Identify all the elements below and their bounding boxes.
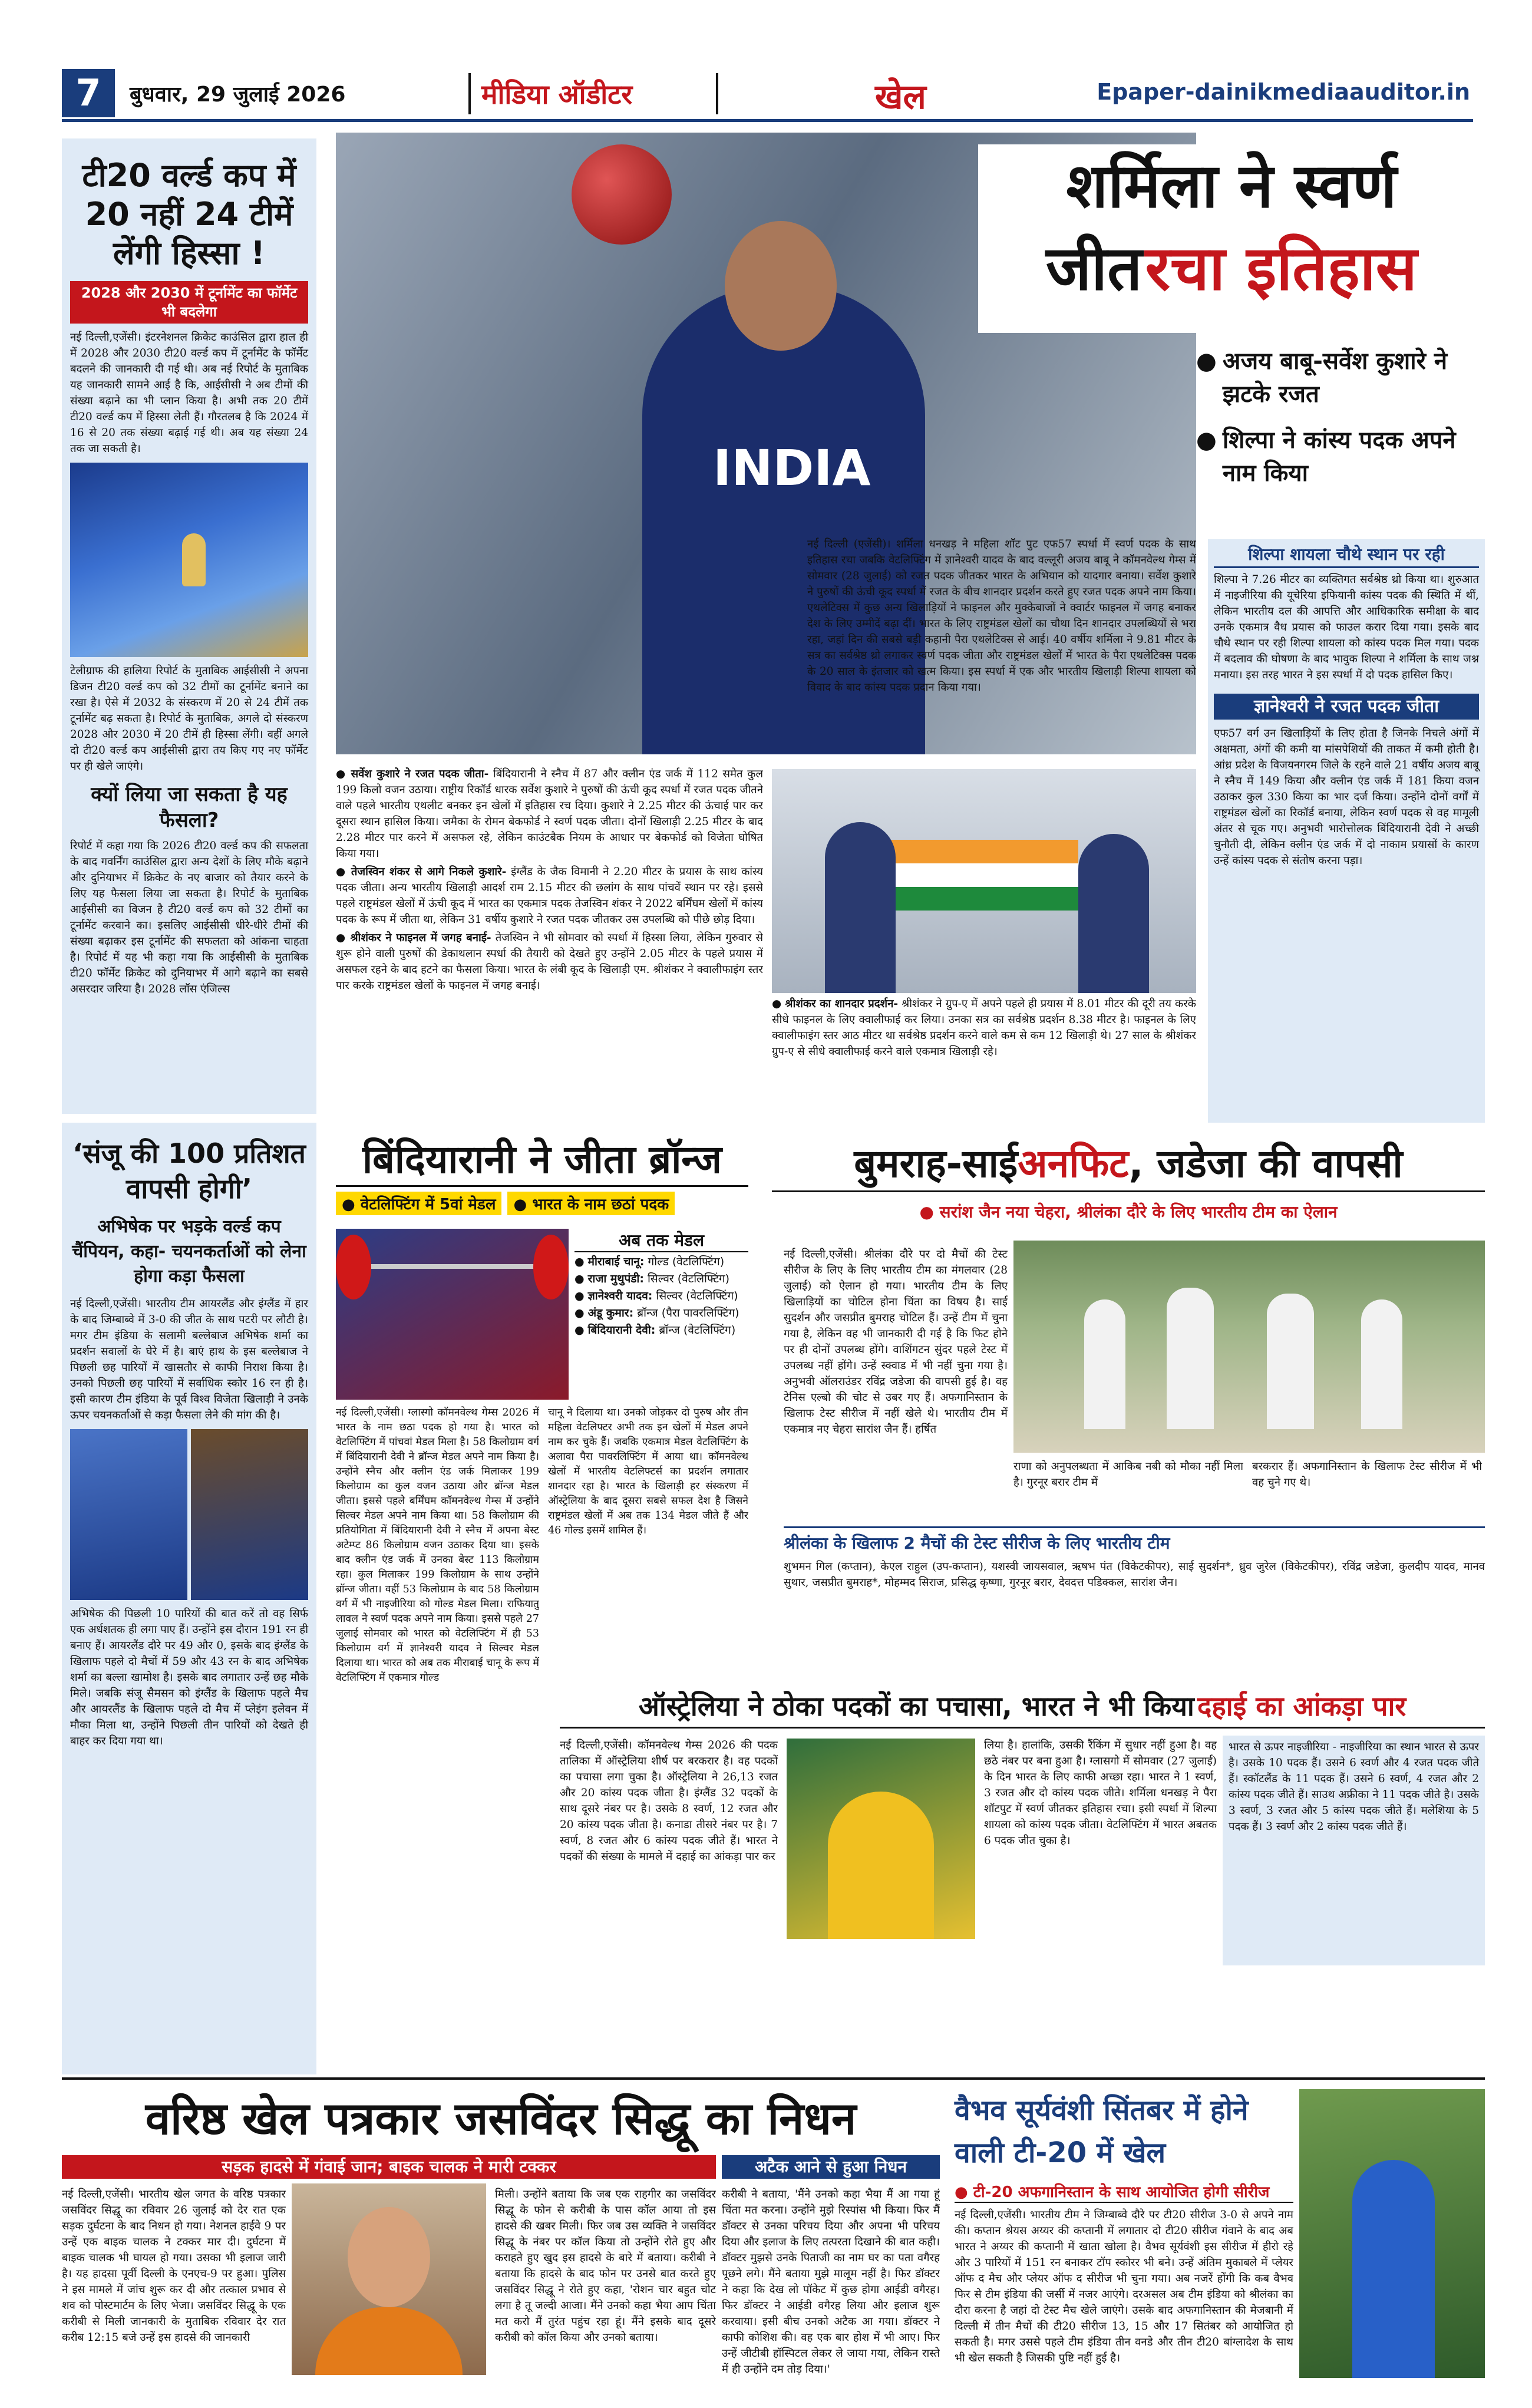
squad-title-text: श्रीलंका के खिलाफ 2 मैचों की टेस्ट सीरीज के लिए भारतीय टीम	[784, 1533, 1170, 1553]
sanju-body-2: अभिषेक की पिछली 10 पारियों की बात करें तो वह सिर्फ एक अर्धशतक ही लगा पाए हैं। उन्होंने इस दौरान 191 रन ही बनाए हैं। आयरलैंड दौरे पर 49 और 0, इसके बाद इंग्लैंड के खिलाफ पहले दो मैचों में 59 और 43 रन के बाद अभिषेक शर्मा का बल्ला खामोश है। इसके बाद लगातार उन्हें छह मौके मिले। जबकि संजू सैमसन को इंग्लैंड के खिलाफ पहले मैच और आयरलैंड के खिलाफ पहले दो मैच में प्लेइंग इलेवन में मौका मिला था, उन्होंने पिछली तीन पारियों को देखते ही बाहर कर दिया गया था।	[70, 1608, 308, 1747]
para-label: सर्वेश कुशारे ने रजत पदक जीता-	[351, 768, 489, 780]
sharmila-body: नई दिल्ली (एजेंसी)। शर्मिला धनखड़ ने महिला शॉट पुट एफ57 स्पर्धा में स्वर्ण पदक के साथ इतिहास रचा जबकि वेटलिफ्टिंग में ज्ञानेश्वरी यादव के बाद वल्लूरी अजय बाबू ने कॉमनवेल्थ गेम्स में सोमवार (28 जुलाई) को रजत पदक जीतकर भारत के अभियान को यादगार बनाया। सर्वेश कुशारे ने पुरुषों की ऊंची कूद स्पर्धा में रजत के बीच शानदार प्रदर्शन करते हुए रजत पदक अपने नाम किया। एथलेटिक्स में कुछ अन्य खिलाड़ियों ने फाइनल और मुक्केबाजों ने क्वार्टर फाइनल में जगह बनाकर देश के लिए उम्मीदें बढ़ा दीं। भारत के लिए राष्ट्रमंडल खेलों का चौथा दिन शानदार उपलब्धियों से भरा रहा, जहां दिन की सबसे बड़ी कहानी पैरा एथलेटिक्स से आई। 40 वर्षीय शर्मिला ने 9.81 मीटर के सत्र का सर्वश्रेष्ठ थ्रो लगाकर स्वर्ण पदक जीता और राष्ट्रमंडल खेलों में भारत के पैरा एथलेटिक्स पदक के 20 साल के इंतजार को खत्म किया। इस स्पर्धा में एक और भारतीय खिलाड़ी शिल्पा शायला को विवाद के बाद कांस्य पदक प्रदान किया गया।	[807, 538, 1196, 694]
t20-subhead: 2028 और 2030 में टूर्नामेंट का फॉर्मेट भी बदलेगा	[70, 281, 308, 324]
para-text: इंग्लैंड के जैक विमानी ने 2.20 मीटर के प्रयास के साथ कांस्य पदक जीता। अन्य भारतीय खिलाड़ी आदर्श राम 2.15 मीटर की छलांग के साथ पांचवें स्थान पर रहे। इससे पहले राष्ट्रमंडल खेलों में ऊंची कूद में भारत का एकमात्र पदक तेजस्विन शंकर ने 2022 बर्मिंघम खेलों में कांस्य पदक के रूप में जीता था, लेकिन 31 वर्षीय कुशारे ने रजत पदक जीतकर उस उपलब्धि को पीछे छोड़ दिया।	[336, 866, 763, 926]
player-figure	[1267, 1294, 1314, 1429]
headline-part: ऑस्ट्रेलिया ने ठोका पदकों का पचासा, भारत ने भी किया	[638, 1690, 1194, 1722]
bindiya-tags	[336, 1192, 748, 1215]
sanju-headline: ‘संजू की 100 प्रतिशत वापसी होगी’	[72, 1137, 306, 1205]
t20-story	[62, 138, 316, 1114]
plate-left	[336, 1235, 371, 1299]
t20-body-3: रिपोर्ट में कहा गया कि 2026 टी20 वर्ल्ड कप की सफलता के बाद गवर्निंग काउंसिल द्वारा अन्य देशों के लिए मौके बढ़ाने और दुनियाभर में क्रिकेट के नए बाजार को तैयार करने के लिए यह फैसला लिया जा सकता है। रिपोर्ट के मुताबिक आईसीसी का विजन है टी20 वर्ल्ड कप को 32 टीमों का टूर्नामेंट करवाने का। इसलिए आईसीसी धीरे-धीरे टीमों की संख्या बढ़ाकर इस टूर्नामेंट की सफलता को आंकना चाहता है। रिपोर्ट में यह भी कहा गया कि आईसीसी के मुताबिक टी20 फॉर्मेट क्रिकेट को दुनियाभर में आगे बढ़ाने का सबसे असरदार जरिया है। 2028 लॉस एंजिल्स	[70, 840, 308, 995]
page-number: 7	[62, 69, 115, 117]
flag-white	[890, 863, 1078, 887]
player-photo	[191, 1429, 308, 1600]
headline-part: , जडेजा की वापसी	[1128, 1141, 1403, 1186]
subhead-bullet: ●	[955, 2183, 973, 2201]
player-figure	[1084, 1299, 1125, 1429]
flag-saffron	[890, 840, 1078, 863]
celebration-photo	[772, 769, 1196, 993]
para-bullet: ●	[336, 768, 351, 780]
squad-list: शुभमन गिल (कप्तान), केएल राहुल (उप-कप्तान), यशस्वी जायसवाल, ऋषभ पंत (विकेटकीपर), साई सुदर्शन*, ध्रुव जुरेल (विकेटकीपर), रविंद्र जडेजा, कुलदीप यादव, मानव सुथार, जसप्रीत बुमराह*, मोहम्मद सिराज, प्रसिद्ध कृष्णा, गुरनूर बरार, देवदत्त पडिक्कल, सारांश जैन।	[784, 1561, 1485, 1589]
sanju-abhishek-photo	[70, 1429, 308, 1600]
athletics-para	[336, 930, 763, 994]
sidhu-portrait	[292, 2183, 486, 2375]
tag-text: वेटलिफ्टिंग में 5वां मेडल	[360, 1196, 496, 1213]
australia-col-1: नई दिल्ली,एजेंसी। कॉमनवेल्थ गेम्स 2026 की पदक तालिका में ऑस्ट्रेलिया शीर्ष पर बरकरार है। वह पदकों का पचासा लगा चुका है। ऑस्ट्रेलिया ने 26,13 रजत और 20 कांस्य पदक जीता है। इंग्लैंड 32 पदकों के साथ दूसरे नंबर पर है। उसके 8 स्वर्ण, 12 रजत और 20 कांस्य पदक जीता है। कनाडा तीसरे नंबर पर है। 7 स्वर्ण, 8 रजत और 6 कांस्य पदक जीते हैं। भारत ने पदकों की संख्या के मामले में दहाई का आंकड़ा पार कर	[560, 1739, 778, 1863]
sharmila-headline-line1: शर्मिला ने स्वर्ण	[1066, 150, 1397, 222]
bumrah-subhead	[772, 1200, 1485, 1223]
vaibhav-headline: वैभव सूर्यवंशी सिंतबर में होने वाली टी-20 में खेल	[955, 2094, 1249, 2169]
athletics-body	[336, 766, 763, 1126]
player-figure	[1361, 1299, 1402, 1429]
tag-bullet: ●	[342, 1196, 361, 1213]
athlete-head	[725, 221, 837, 351]
headline-highlight: दहाई का आंकड़ा पार	[1197, 1690, 1406, 1722]
weightlifter-photo	[336, 1229, 569, 1400]
sanju-subhead: अभिषेक पर भड़के वर्ल्ड कप चैंपियन, कहा- चयनकर्ताओं को लेना होगा कड़ा फैसला	[72, 1216, 306, 1287]
bullet-text: शिल्पा ने कांस्य पदक अपने नाम किया	[1222, 427, 1456, 487]
shilpa-sidebar	[1208, 539, 1485, 1123]
subhead-text: सरांश जैन नया चेहरा, श्रीलंका दौरे के लिए भारतीय टीम का ऐलान	[939, 1202, 1338, 1222]
medal-row: ● अंडू कुमार: ब्रॉन्ज (पैरा पावरलिफ्टिंग)	[574, 1307, 739, 1320]
masthead	[62, 66, 1473, 122]
sidhu-subhead: सड़क हादसे में गंवाई जान; बाइक चालक ने मारी टक्कर	[62, 2155, 716, 2179]
australia-story	[560, 1685, 1485, 1980]
headline-word: जीत	[1046, 232, 1143, 304]
player-photo	[70, 1429, 187, 1600]
sidhu-col-3: करीबी ने बताया, 'मैंने उनको कहा भैया मैं आ गया हूं चिंता मत करना। उन्होंने मुझे रिस्पांस भी किया। फिर मैं डॉक्टर से उनका परिचय दिया और अपना भी परिचय दिया और इलाज के लिए तत्परता दिखाने की बात कही। डॉक्टर मुझसे उनके पिताजी का नाम घर का पता वगैरह पूछने लगे। मैंने बताया मुझे मालूम नहीं है। फिर डॉक्टर ने कहा कि देख लो पॉकेट में कुछ होगा आईडी वगैरह। फिर डॉक्टर ने आईडी वगैरह लिया और इलाज शुरू करवाया। इसी बीच उनको अटैक आ गया। डॉक्टर ने काफी कोशिश की। वह एक बार होश में भी आए। फिर उन्हें जीटीबी हॉस्पिटल लेकर ले जाया गया, लेकिन रास्ते में ही उन्होंने दम तोड़ दिया।'	[722, 2188, 940, 2375]
tag-item	[336, 1192, 501, 1215]
medal-detail: गोल्ड (वेटलिफ्टिंग)	[648, 1255, 725, 1268]
date: बुधवार, 29 जुलाई 2026	[130, 83, 346, 107]
athlete-figure	[825, 822, 896, 993]
caption-bullet: ●	[772, 998, 785, 1010]
medal-detail: ब्रॉन्ज (वेटलिफ्टिंग)	[659, 1324, 736, 1337]
australia-col-3	[1223, 1736, 1485, 1965]
section-name: खेल	[875, 77, 926, 117]
medal-detail: ब्रॉन्ज (पैरा पावरलिफ्टिंग)	[637, 1307, 739, 1320]
medals-box	[574, 1229, 748, 1338]
sanju-body-1: नई दिल्ली,एजेंसी। भारतीय टीम आयरलैंड और इंग्लैंड में हार के बाद जिम्बाब्वे में 3-0 की जीत के साथ पटरी पर लौटी है। मगर टीम इंडिया के सलामी बल्लेबाज अभिषेक शर्मा का प्रदर्शन सवालों के घेरे में है। बाएं हाथ के इस बल्लेबाज ने पिछली छह पारियों में खासतौर से काफी निराश किया है। उनको पिछली छह पारियों में सर्वाधिक स्कोर 16 रन ही है। इसी कारण टीम इंडिया के पूर्व विश्व विजेता खिलाड़ी ने उनके ऊपर चयनकर्ताओं से कड़ा फैसला लेने की मांग की है।	[70, 1298, 308, 1421]
bumrah-body: नई दिल्ली,एजेंसी। श्रीलंका दौरे पर दो मैचों की टेस्ट सीरीज के लिए के लिए भारतीय टीम का मंगलवार (28 जुलाई) को ऐलान हो गया। भारतीय टीम के लिए खिलाड़ियों का चोटिल होना चिंता का विषय है। साई सुदर्शन और जसप्रीत बुमराह चोटिल हैं। उन्हें टीम में चुना गया है, लेकिन वह भी जानकारी दी गई है कि फिट होने पर ही दोनों उपलब्ध होंगे। वाशिंगटन सुंदर पहले टेस्ट में उपलब्ध नहीं होंगे। उन्हें स्क्वाड में भी नहीं चुना गया है। अनुभवी ऑलराउंडर रविंद्र जडेजा की वापसी हुई है। वह टेनिस एल्बो की चोट से उबर गए हैं। अफगानिस्तान के खिलाफ टेस्ट सीरीज में नहीं खेले थे। भारतीय टीम में एकमात्र नए चेहरा सारांश जैन हैं। हर्षित	[784, 1248, 1008, 1436]
caption-label: श्रीशंकर का शानदार प्रदर्शन-	[785, 998, 899, 1010]
website[interactable]: Epaper-dainikmediaauditor.in	[1097, 79, 1470, 105]
athlete-figure	[1078, 834, 1149, 993]
caption-text: श्रीशंकर ने ग्रुप-ए में अपने पहले ही प्रयास में 8.01 मीटर की दूरी तय करके सीधे फाइनल के लिए क्वालीफाई कर लिया। उनका सत्र का सर्वश्रेष्ठ प्रदर्शन 8.38 मीटर है। फाइनल के लिए क्वालीफाइंग स्तर आठ मीटर था सर्वश्रेष्ठ प्रदर्शन करने वाले कम से कम 12 खिलाड़ी थे। 27 साल के श्रीशंकर ग्रुप-ए से सीधे क्वालीफाई करने वाले एकमात्र खिलाड़ी रहे।	[772, 998, 1196, 1058]
headline-highlight: अनफिट	[1018, 1141, 1129, 1186]
sharmila-headline	[978, 144, 1485, 333]
athlete-figure	[828, 1792, 934, 1939]
bullet-item	[1196, 345, 1485, 411]
player-figure	[1167, 1288, 1214, 1429]
bullet-item	[1196, 424, 1485, 490]
para-bullet: ●	[336, 932, 351, 944]
medal-row: ● ज्ञानेश्वरी यादव: सिल्वर (वेटलिफ्टिंग)	[574, 1289, 738, 1302]
bullet-icon: ●	[1196, 427, 1217, 454]
australia-athlete-photo	[787, 1739, 975, 1939]
medal-row: ● बिंदियारानी देवी: ब्रॉन्ज (वेटलिफ्टिंग)	[574, 1324, 736, 1337]
medal-row: ● राजा मुथुपंडी: सिल्वर (वेटलिफ्टिंग)	[574, 1272, 730, 1285]
jersey-text: INDIA	[713, 439, 871, 497]
tag-text: भारत के नाम छठां पदक	[532, 1196, 669, 1213]
section-divider	[62, 2077, 1485, 2080]
team-india-photo	[1013, 1241, 1485, 1453]
header-divider	[468, 73, 471, 114]
vaibhav-subhead	[955, 2181, 1293, 2203]
medal-row: ● मीराबाई चानू: गोल्ड (वेटलिफ्टिंग)	[574, 1255, 725, 1268]
sharmila-headline-line2	[978, 227, 1485, 309]
sidhu-col-1: नई दिल्ली,एजेंसी। भारतीय खेल जगत के वरिष्ठ पत्रकार जसविंदर सिद्धू का रविवार 26 जुलाई को देर रात एक सड़क दुर्घटना के बाद निधन हो गया। नेशनल हाईवे 9 पर उन्हें एक बाइक चालक ने टक्कर मार दी। दुर्घटना में बाइक चालक भी घायल हो गया। उसका भी इलाज जारी है। यह हादसा पूर्वी दिल्ली के एनएच-9 पर हुआ। पुलिस ने इस मामले में जांच शुरू कर दी और तत्काल प्रभाव से शव को पोस्टमार्टम के लिए भेजा। जसविंदर सिद्धू के एक करीबी से मिली जानकारी के मुताबिक रविवार देर रात करीब 12:15 बजे उन्हें इस हादसे की जानकारी	[62, 2188, 286, 2344]
paper-name: मीडिया ऑडीटर	[481, 78, 633, 110]
medal-name: ज्ञानेश्वरी यादव:	[587, 1289, 653, 1302]
tag-item	[507, 1192, 675, 1215]
t20-body-1: नई दिल्ली,एजेंसी। इंटरनेशनल क्रिकेट काउंसिल द्वारा हाल ही में 2028 और 2030 टी20 वर्ल्ड कप में टूर्नामेंट के फॉर्मेट बदलने की जानकारी दी गई थी। अब नई रिपोर्ट के मुताबिक यह जानकारी सामने आई है कि, आईसीसी ने अब टीमों की संख्या बढ़ाने का भी प्लान किया है। अभी तक 20 टीमें टी20 वर्ल्ड कप में हिस्सा लेती हैं। गौरतलब है कि 2024 में 16 से 20 तक संख्या बढ़ाई गई थी। अब यह संख्या 24 तक जा सकती है।	[70, 331, 308, 455]
medal-detail: सिल्वर (वेटलिफ्टिंग)	[647, 1272, 730, 1285]
tag-bullet: ●	[513, 1196, 533, 1213]
bindiya-col-2: चानू ने दिलाया था। उनको जोड़कर दो पुरुष और तीन महिला वेटलिफ्टर अभी तक इन खेलों में मेडल अपने नाम कर चुके हैं। जबकि एकमात्र मेडल वेटलिफ्टिंग के अलावा पैरा पावरलिफ्टिंग में आया था। कॉमनवेल्थ खेलों में भारतीय वेटलिफ्टर्स का प्रदर्शन लगातार शानदार रहा है। भारत के खिलाड़ी हर संस्करण में ऑस्ट्रेलिया के बाद दूसरा सबसे सफल देश है जिसने राष्ट्रमंडल खेलों में अब तक 134 मेडल जीते हैं और 46 गोल्ड इसमें शामिल हैं।	[548, 1407, 748, 1536]
headline-highlight: रचा इतिहास	[1145, 232, 1417, 304]
shilpa-body: शिल्पा ने 7.26 मीटर का व्यक्तिगत सर्वश्रेष्ठ थ्रो किया था। शुरुआत में नाइजीरिया की यूचेरिया इफियानी कांस्य पदक की स्थिति में थीं, लेकिन भारतीय दल की आपत्ति और आधिकारिक समीक्षा के बाद उनके एकमात्र वैध प्रयास को फाउल करार दिया गया। इसके बाद चौथे स्थान पर रही शिल्पा शायला को कांस्य पदक मिल गया। पदक में बदलाव की घोषणा के बाद भावुक शिल्पा ने शर्मिला के साथ जश्न मनाया। इस तरह भारत ने इस स्पर्धा में दो पदक हासिल किए।	[1214, 573, 1479, 681]
squad-title	[784, 1526, 1485, 1554]
bumrah-story	[772, 1137, 1485, 1668]
cricket-team-photo	[70, 463, 308, 657]
medal-name: अंडू कुमार:	[587, 1307, 634, 1320]
shilpa-headline: शिल्पा शायला चौथे स्थान पर रही	[1214, 543, 1479, 568]
t20-headline: टी20 वर्ल्ड कप में 20 नहीं 24 टीमें लेंगी हिस्सा !	[82, 157, 296, 272]
subhead-text: टी-20 अफगानिस्तान के साथ आयोजित होगी सीरीज	[973, 2183, 1270, 2201]
header-divider	[716, 73, 718, 114]
t20-question: क्यों लिया जा सकता है यह फैसला?	[91, 783, 288, 832]
bumrah-col-b: राणा को अनुपलब्धता में आकिब नबी को मौका नहीं मिला है। गुरनूर बरार टीम में	[1013, 1460, 1243, 1489]
medal-detail: सिल्वर (वेटलिफ्टिंग)	[656, 1289, 738, 1302]
vaibhav-body: नई दिल्ली,एजेंसी। भारतीय टीम ने जिम्बाब्वे दौरे पर टी20 सीरीज 3-0 से अपने नाम की। कप्तान श्रेयस अय्यर की कप्तानी में लगातार दो टी20 सीरीज गंवाने के बाद अब भारत ने अय्यर की कप्तानी में खाता खोला है। वैभव सूर्यवंशी इस सीरीज में हीरो रहे और 3 पारियों में 151 रन बनाकर टॉप स्कोरर भी बने। उन्हें अंतिम मुकाबले में प्लेयर ऑफ द मैच और प्लेयर ऑफ द सीरीज भी चुना गया। अब नजरें होंगी कि कब वैभव फिर से टीम इंडिया की जर्सी में नजर आएंगे। दरअसल अब टीम इंडिया को श्रीलंका का दौरा करना है जहां दो टेस्ट मैच खेले जाएंगे। उसके बाद अफगानिस्तान की मेजबानी में दिल्ली में तीन मैचों की टी20 सीरीज 13, 15 और 17 सितंबर को आयोजित हो सकती है। मगर उससे पहले टीम इंडिया तीन वनडे और तीन टी20 बांग्लादेश के साथ भी खेल सकती है जिसकी पुष्टि नहीं हुई है।	[955, 2209, 1293, 2364]
medal-name: मीराबाई चानू:	[587, 1255, 645, 1268]
bindiya-col-1: नई दिल्ली,एजेंसी। ग्लास्गो कॉमनवेल्थ गेम्स 2026 में भारत के नाम छठा पदक हो गया है। भारत को वेटलिफ्टिंग में पांचवां मेडल मिला है। 58 किलोग्राम वर्ग में बिंदियारानी देवी ने ब्रॉन्ज मेडल अपने नाम किया है। उन्होंने स्नैच और क्लीन एंड जर्क मिलाकर 199 किलोग्राम का कुल वजन उठाया और ब्रॉन्ज मेडल जीता। इससे पहले बर्मिंघम कॉमनवेल्थ गेम्स में उन्होंने सिल्वर मेडल अपने नाम किया था। 58 किलोग्राम की प्रतियोगिता में बिंदियारानी देवी ने स्नैच में अपना बेस्ट अटेम्प्ट 86 किलोग्राम वजन उठाकर दिया था। इसके बाद क्लीन एंड जर्क में उनका बेस्ट 113 किलोग्राम रहा। कुल मिलाकर 199 किलोग्राम के साथ उन्होंने ब्रॉन्ज जीता। वहीं 53 किलोग्राम के बाद 58 किलोग्राम वर्ग में भी नाइजीरिया को गोल्ड मेडल मिला। राफियातु लावल ने स्वर्ण पदक अपने नाम किया। इससे पहले 27 जुलाई सोमवार को भारत को वेटलिफ्टिंग में ही 53 किलोग्राम वर्ग में ज्ञानेश्वरी यादव ने सिल्वर मेडल दिलाया था। भारत को अब तक मीराबाई चानू के रूप में वेटलिफ्टिंग में एकमात्र गोल्ड	[336, 1407, 539, 1684]
para-label: श्रीशंकर ने फाइनल में जगह बनाई-	[350, 932, 491, 944]
athletics-para	[336, 766, 763, 862]
medals-title: अब तक मेडल	[574, 1229, 748, 1252]
shotput-ball	[572, 144, 672, 245]
australia-headline	[560, 1685, 1485, 1729]
sidhu-story	[62, 2089, 940, 2378]
headline-part: बुमराह-साई	[854, 1141, 1018, 1186]
trophy-icon	[182, 533, 206, 586]
vaibhav-story	[955, 2089, 1485, 2378]
gyaneshwari-body: एफ57 वर्ग उन खिलाड़ियों के लिए होता है जिनके निचले अंगों में अक्षमता, अंगों की कमी या मांसपेशियों की ताकत में कमी होती है। आंध्र प्रदेश के विजयनगरम जिले के रहने वाले 21 वर्षीय अजय बाबू ने स्नैच में 149 किया और क्लीन एंड जर्क में 181 किया वजन उठाकर कुल 330 किया का भार दर्ज किया। उन्होंने दोनों वर्गों में राष्ट्रमंडल खेलों का रिकॉर्ड बनाया, लेकिन स्वर्ण पदक से वह मामूली अंतर से चूक गए। अनुभवी भारोत्तोलक बिंदियारानी देवी ने अच्छी चुनौती दी, लेकिन क्लीन एंड जर्क में दो नाकाम प्रयासों के कारण उन्हें कांस्य पदक से संतोष करना पड़ा।	[1214, 727, 1479, 867]
medal-name: बिंदियारानी देवी:	[587, 1324, 656, 1337]
sidhu-headline: वरिष्ठ खेल पत्रकार जसविंदर सिद्धू का निधन	[145, 2092, 857, 2145]
medal-name: राजा मुथुपंडी:	[587, 1272, 644, 1285]
australia-col-2: लिया है। हालांकि, उसकी रैंकिंग में सुधार नहीं हुआ है। वह छठे नंबर पर बना हुआ है। ग्लासगो में सोमवार (27 जुलाई) के दिन भारत के लिए काफी अच्छा रहा। भारत ने 1 स्वर्ण, 3 रजत और दो कांस्य पदक जीते। शर्मिला धनखड़ ने पैरा शॉटपुट में स्वर्ण जीतकर इतिहास रचा। इसी स्पर्धा में शिल्पा शायला को कांस्य पदक जीता। वेटलिफ्टिंग में भारत अबतक 6 पदक जीत चुका है।	[984, 1739, 1217, 1847]
para-text: बिंदियारानी ने स्नैच में 87 और क्लीन एंड जर्क में 112 समेत कुल 199 किलो वजन उठाया। राष्ट्रीय रिकॉर्ड धारक सर्वेश कुशारे ने पुरुषों की ऊंची कूद स्पर्धा में रजत पदक जीतने वाले पहले भारतीय एथलीट बनकर इन खेलों में इतिहास रच दिया। कुशारे ने 2.25 मीटर की ऊंचाई पार कर दूसरा स्थान हासिल किया। जमैका के रोमन बेकफोर्ड ने स्वर्ण पदक जीता। दोनों खिलाड़ी 2.25 मीटर के बाद 2.28 मीटर पार करने में असफल रहे, लेकिन काउंटबैक नियम के आधार पर बेकफोर्ड को विजेता घोषित किया गया।	[336, 768, 763, 860]
celebration-caption	[772, 996, 1196, 1123]
para-bullet: ●	[336, 866, 351, 878]
bindiya-headline: बिंदियारानी ने जीता ब्रॉन्ज	[336, 1134, 748, 1187]
portrait-head	[348, 2207, 430, 2307]
australia-sidebar-text: भारत से ऊपर नाइजीरिया - नाइजीरिया का स्थान भारत से ऊपर है। उसके 10 पदक हैं। उसने 6 स्वर्ण और 4 रजत पदक जीते हैं। स्कॉटलैंड के 11 पदक हैं। उसने 6 स्वर्ण, 4 रजत और 2 कांस्य पदक जीते हैं। साउथ अफ्रीका ने 11 पदक जीते है। उसके 3 स्वर्ण, 3 रजत और 5 कांस्य पदक जीते हैं। मलेशिया के 5 पदक हैं। 3 स्वर्ण और 2 कांस्य पदक जीते हैं।	[1229, 1741, 1479, 1833]
bullet-text: अजय बाबू-सर्वेश कुशारे ने झटके रजत	[1222, 348, 1448, 408]
subhead-bullet: ●	[919, 1202, 940, 1222]
plate-right	[533, 1235, 569, 1299]
bumrah-headline	[772, 1137, 1485, 1192]
sanju-story	[62, 1123, 316, 2074]
para-label: तेजस्विन शंकर से आगे निकले कुशारे-	[351, 866, 507, 878]
sharmila-bullets	[1196, 345, 1485, 490]
flag-green	[890, 887, 1078, 911]
barbell-bar	[348, 1264, 557, 1269]
vaibhav-photo	[1299, 2089, 1485, 2378]
bumrah-col-c: बरकरार हैं। अफगानिस्तान के खिलाफ टेस्ट सीरीज में भी वह चुने गए थे।	[1252, 1460, 1482, 1489]
sidhu-col-2: मिली। उन्होंने बताया कि जब एक राहगीर का जसविंदर सिद्धू के फोन से करीबी के पास कॉल आया तो इस हादसे की खबर मिली। फिर जब उस व्यक्ति ने जसविंदर सिद्धू के नंबर पर कॉल किया तो उन्होंने रोते हुए और कराहते हुए खुद इस हादसे के बारे में बताया। करीबी ने बताया कि हादसे के बाद फोन पर उनसे बात करते हुए जसविंदर सिद्धू ने रोते हुए कहा, 'रोशन चार बहुत चोट लगा है तू जल्दी आजा। मैंने उनको कहा भैया आप चिंता मत करो मैं तुरंत पहुंच रहा हूं। मैंने इसके बाद दूसरे करीबी को कॉल किया और उनको बताया।	[495, 2188, 716, 2344]
portrait-body	[315, 2307, 463, 2375]
bullet-icon: ●	[1196, 348, 1217, 375]
para-text: तेजस्विन ने भी सोमवार को स्पर्धा में हिस्सा लिया, लेकिन गुरुवार से शुरू होने वाली पुरुषों की डेकाथलान स्पर्धा की तैयारी को देखते हुए उन्होंने 2.05 मीटर के पहले प्रयास में असफल रहने के बाद हटने का फैसला किया। भारत के लंबी कूद के खिलाड़ी एम. श्रीशंकर ने क्वालीफाइंग स्तर पार करके राष्ट्रमंडल खेलों के फाइनल में जगह बनाई।	[336, 932, 763, 992]
player-figure	[1352, 2160, 1435, 2378]
sidhu-subhead-2: अटैक आने से हुआ निधन	[722, 2155, 940, 2179]
athletics-para	[336, 864, 763, 928]
gyaneshwari-headline: ज्ञानेश्वरी ने रजत पदक जीता	[1214, 694, 1479, 720]
t20-body-2: टेलीग्राफ की हालिया रिपोर्ट के मुताबिक आईसीसी ने अपना डिजन टी20 वर्ल्ड कप को 32 टीमों का टूर्नामेंट बनाने का रखा है। ऐसे में 2032 के संस्करण में 20 से 24 टीमें तक टूर्नामेंट बढ़ सकता है। रिपोर्ट के मुताबिक, अगले दो संस्करण 2028 और 2030 में 20 टीमें ही हिस्सा लेंगी। वहीं अगले दो टी20 वर्ल्ड कप आईसीसी द्वारा तय किए गए नए फॉर्मेट पर ही खेले जाएंगे।	[70, 665, 308, 773]
